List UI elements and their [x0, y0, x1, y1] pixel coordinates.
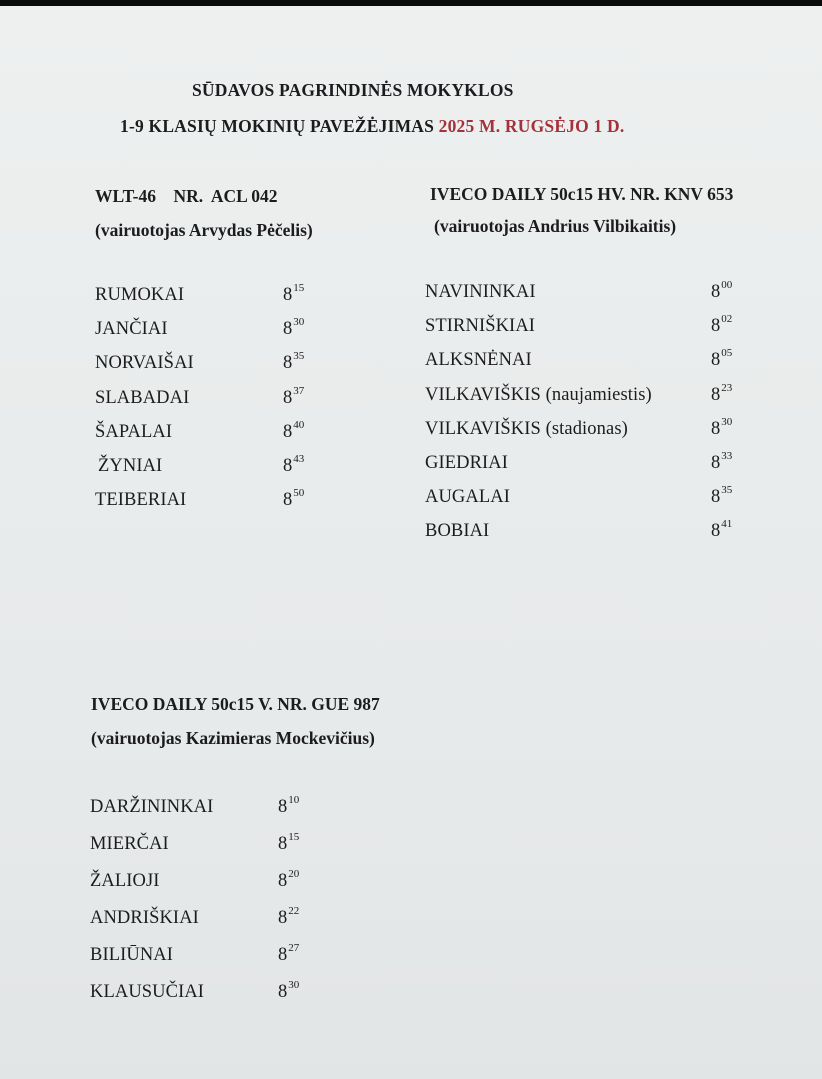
stop-time-hour: 8 [711, 316, 721, 337]
stop-time-hour: 8 [711, 384, 721, 405]
stop-time-hour: 8 [283, 353, 293, 374]
stop-time [283, 418, 305, 443]
stop-time-minutes: 30 [288, 979, 300, 991]
route1-vehicle: WLT-46 NR. ACL 042 [95, 186, 278, 206]
stop-time-minutes: 40 [293, 418, 305, 431]
stop-time [278, 794, 300, 818]
stop-name: NORVAIŠAI [95, 353, 194, 374]
stop-time-hour: 8 [711, 453, 721, 473]
stop-name: VILKAVIŠKIS (stadionas) [425, 418, 628, 439]
stop-time-minutes: 23 [721, 381, 733, 394]
school-title [192, 80, 514, 101]
stop-time-hour: 8 [278, 908, 288, 928]
route3-vehicle: IVECO DAILY 50c15 V. NR. GUE 987 [91, 694, 380, 714]
stop-time [711, 450, 733, 474]
stop-time-hour: 8 [278, 871, 288, 891]
stop-name: BOBIAI [425, 521, 490, 542]
stop-time [283, 453, 305, 477]
route2-driver: (vairuotojas Andrius Vilbikaitis) [434, 216, 677, 236]
school-title-text: SŪDAVOS PAGRINDINĖS MOKYKLOS [192, 80, 514, 100]
stop-name: GIEDRIAI [425, 453, 509, 473]
stop-time-minutes: 30 [293, 316, 305, 329]
stop-name: ŽALIOJI [90, 871, 160, 891]
stop-time [278, 868, 300, 892]
stop-time-minutes: 30 [721, 415, 733, 428]
stop-time [278, 942, 300, 966]
stop-time-hour: 8 [711, 350, 721, 371]
stop-time-minutes: 41 [721, 518, 733, 531]
stop-time-minutes: 00 [721, 279, 733, 291]
stop-time-hour: 8 [711, 521, 721, 542]
stop-time-minutes: 22 [288, 905, 300, 917]
stop-time-minutes: 05 [721, 347, 733, 360]
stop-time-hour: 8 [711, 487, 721, 508]
stop-time [283, 487, 305, 511]
stop-name: NAVININKAI [425, 282, 536, 302]
schedule-date: 2025 M. RUGSĖJO 1 D. [438, 116, 625, 136]
stop-time [711, 313, 733, 337]
stop-time-minutes: 20 [288, 868, 300, 880]
stop-name: DARŽININKAI [90, 797, 214, 817]
stop-time-hour: 8 [278, 982, 288, 1002]
stop-name: JANČIAI [95, 319, 168, 340]
stop-time-minutes: 10 [288, 794, 300, 806]
stop-time-hour: 8 [283, 421, 293, 442]
stop-name: ŽYNIAI [98, 456, 163, 476]
stop-time-hour: 8 [278, 834, 288, 854]
stop-name: SLABADAI [95, 387, 190, 408]
stop-time [278, 905, 300, 929]
stop-time-minutes: 50 [293, 487, 305, 500]
stop-time [711, 518, 733, 542]
stop-time-hour: 8 [283, 456, 293, 476]
schedule-sheet [0, 6, 822, 1079]
schedule-subtitle [120, 116, 624, 137]
route2-vehicle: IVECO DAILY 50c15 HV. NR. KNV 653 [430, 184, 734, 204]
stop-name: ŠAPALAI [95, 421, 173, 442]
stop-time [283, 384, 305, 409]
stop-name: RUMOKAI [95, 285, 185, 305]
stop-time [278, 831, 300, 855]
stop-name: ALKSNĖNAI [425, 350, 532, 371]
stop-time [711, 484, 733, 508]
stop-time-minutes: 43 [293, 453, 305, 465]
stop-name: BILIŪNAI [90, 945, 174, 965]
stop-time [283, 316, 305, 340]
stop-time-minutes: 35 [721, 484, 733, 497]
stop-time-hour: 8 [278, 945, 288, 965]
stop-time-hour: 8 [278, 797, 288, 817]
stop-name: STIRNIŠKIAI [425, 316, 536, 337]
stop-time-hour: 8 [283, 387, 293, 408]
stop-time-hour: 8 [711, 418, 721, 439]
stop-name: ANDRIŠKIAI [90, 908, 199, 928]
stop-time [711, 279, 733, 303]
stop-time-minutes: 15 [288, 831, 300, 843]
stop-time-hour: 8 [283, 490, 293, 511]
stop-name: VILKAVIŠKIS (naujamiestis) [425, 384, 652, 405]
stop-time-minutes: 02 [721, 313, 733, 326]
subtitle-text: 1-9 KLASIŲ MOKINIŲ PAVEŽĖJIMAS [120, 116, 435, 136]
stop-time-minutes: 35 [293, 350, 305, 363]
stop-time-hour: 8 [711, 282, 721, 302]
stop-time [711, 415, 733, 440]
stop-time [711, 381, 733, 406]
stop-time [278, 979, 300, 1003]
stop-time [283, 282, 305, 306]
stop-time-minutes: 27 [288, 942, 300, 954]
stop-time [283, 350, 305, 374]
stop-time-minutes: 15 [293, 282, 305, 294]
stop-time-hour: 8 [283, 285, 293, 305]
stop-name: MIERČAI [90, 834, 169, 854]
stop-time [711, 347, 733, 371]
route1-driver: (vairuotojas Arvydas Pėčelis) [95, 220, 313, 240]
stop-name: TEIBERIAI [95, 490, 187, 511]
route3-driver: (vairuotojas Kazimieras Mockevičius) [91, 728, 375, 748]
stop-time-minutes: 33 [721, 450, 733, 462]
stop-time-minutes: 37 [293, 384, 305, 397]
stop-time-hour: 8 [283, 319, 293, 340]
stop-name: AUGALAI [425, 487, 510, 508]
stop-name: KLAUSUČIAI [90, 982, 205, 1002]
